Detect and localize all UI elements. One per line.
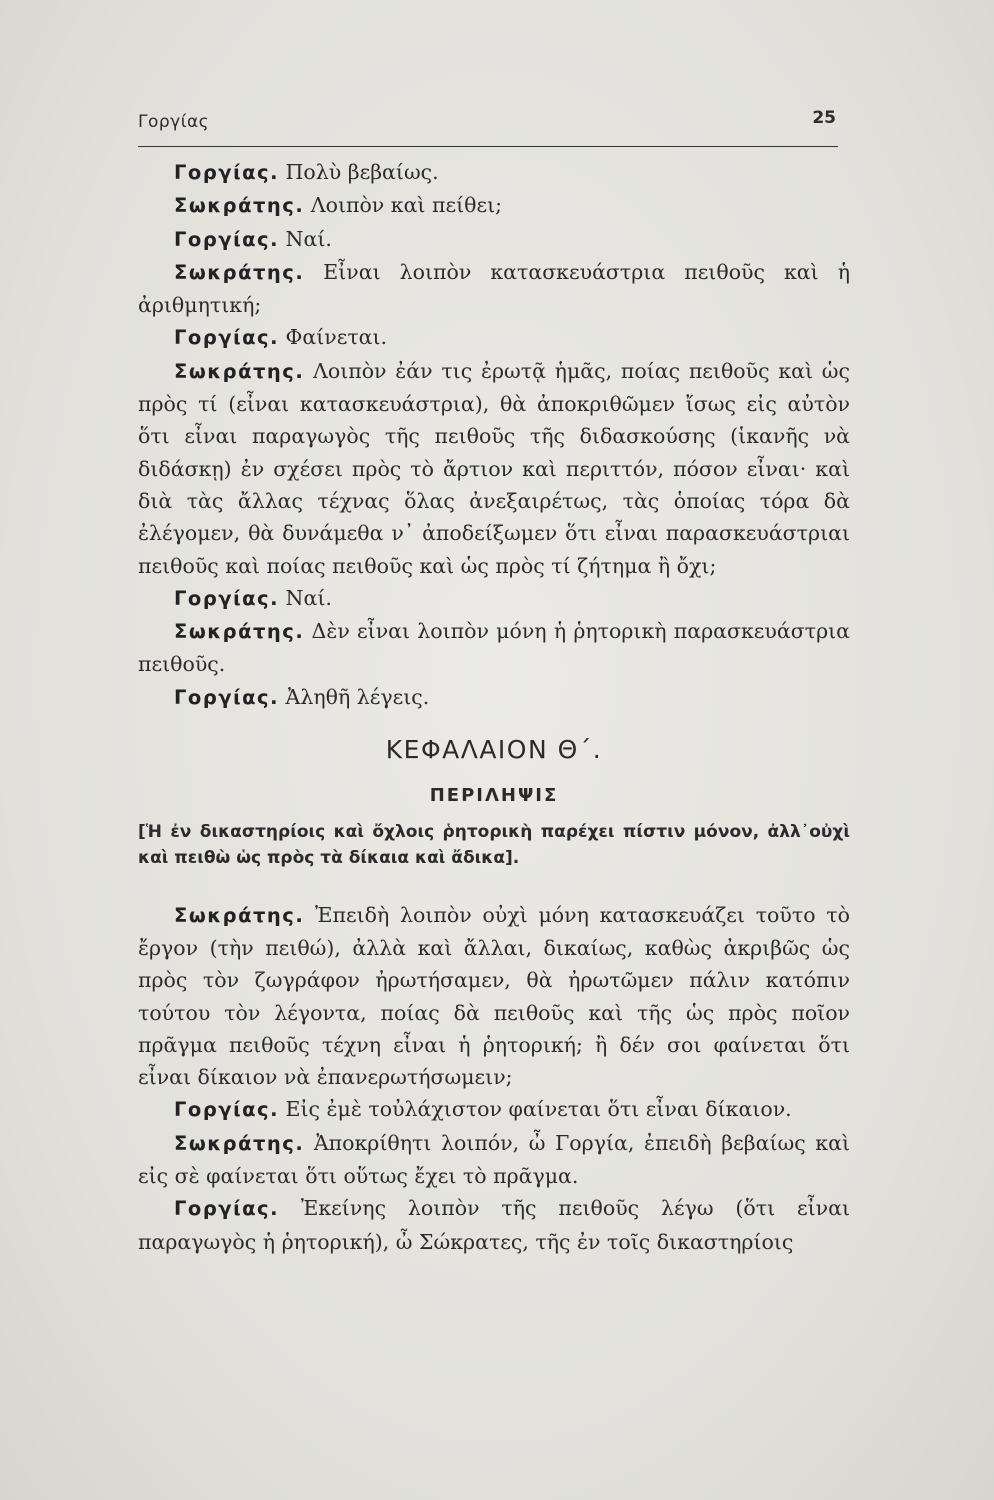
speech-text: Πολὺ βεβαίως.	[279, 160, 439, 184]
dialogue-line	[138, 156, 850, 189]
page-number: 25	[812, 108, 836, 128]
speaker-name: Σωκράτης.	[174, 903, 305, 927]
dialogue-line	[138, 1127, 850, 1193]
dialogue-line	[138, 256, 850, 322]
dialogue-after-chapter	[138, 899, 850, 1258]
dialogue-line	[138, 681, 850, 714]
speaker-name: Γοργίας.	[174, 685, 280, 709]
dialogue-line	[138, 1093, 850, 1126]
speech-text: Φαίνεται.	[279, 325, 388, 350]
dialogue-line	[138, 1192, 850, 1258]
speaker-name: Γοργίας.	[174, 1098, 280, 1122]
chapter-title: ΚΕΦΑΛΑΙΟΝ Θ΄.	[385, 735, 603, 765]
speaker-name: Σωκράτης.	[174, 260, 305, 284]
dialogue-line	[138, 615, 850, 681]
speech-text: Εἰς ἐμὲ τοὐλάχιστον φαίνεται ὅτι εἶναι δίκαιον.	[279, 1097, 792, 1122]
page-header	[138, 106, 838, 147]
speech-text: Λοιπὸν ἐάν τις ἐρωτᾷ ἡμᾶς, ποίας πειθοῦς καὶ ὡς πρὸς τί (εἶναι κατασκευάστρια), θὰ ἀποκριθῶμεν ἴσως εἰς αὐτὸν ὅτι εἶναι παραγωγὸς τῆς πειθοῦς τῆς διδασκούσης (ἱκανῆς νὰ διδάσκῃ) ἐν σχέσει πρὸς τὸ ἄρτιον καὶ περιττόν, πόσον εἶναι· καὶ διὰ τὰς ἄλλας τέχνας ὅλας ἀνεξαιρέτως, τὰς ὁποίας τόρα δὰ ἐλέγομεν, θὰ δυνάμεθα ν᾽ ἀποδείξωμεν ὅτι εἶναι παρασκευάστριαι πειθοῦς καὶ ποίας πειθοῦς καὶ ὡς πρὸς τί ζήτημα ἢ ὄχι;	[138, 358, 850, 578]
speech-text: Ἀληθῆ λέγεις.	[279, 684, 430, 709]
summary-title: ΠΕΡΙΛΗΨΙΣ	[429, 785, 559, 807]
speaker-name: Σωκράτης.	[174, 1131, 305, 1155]
speaker-name: Γοργίας.	[174, 586, 280, 610]
summary-text: [Ἡ ἐν δικαστηρίοις καὶ ὄχλοις ῥητορικὴ παρέχει πίστιν μόνον, ἀλλ᾽οὐχὶ καὶ πειθὼ ὡς πρὸς τὰ δίκαια καὶ ἄδικα].	[138, 821, 850, 868]
speaker-name: Σωκράτης.	[174, 359, 305, 383]
dialogue-line	[138, 189, 850, 222]
body-text	[138, 156, 850, 1258]
speaker-name: Γοργίας.	[174, 161, 280, 184]
speaker-name: Σωκράτης.	[174, 194, 305, 218]
speaker-name: Γοργίας.	[174, 326, 280, 350]
speech-text: Εἶναι λοιπὸν κατασκευάστρια πειθοῦς καὶ ἡ ἀριθμητική;	[138, 259, 850, 318]
speaker-name: Γοργίας.	[174, 1197, 280, 1221]
dialogue-line	[138, 355, 850, 582]
dialogue-line	[138, 899, 850, 1094]
speech-text: Δὲν εἶναι λοιπὸν μόνη ἡ ῥητορικὴ παρασκευάστρια πειθοῦς.	[138, 619, 850, 677]
speaker-name: Γοργίας.	[174, 227, 280, 251]
dialogue-line	[138, 321, 850, 354]
speech-text: Ναί.	[279, 226, 332, 251]
dialogue-before-chapter	[138, 156, 850, 714]
speech-text: Ἐκείνης λοιπὸν τῆς πειθοῦς λέγω (ὅτι εἶναι παραγωγὸς ἡ ῥητορική), ὦ Σώκρατες, τῆς ἐν τοῖς δικαστηρίοις	[138, 1196, 850, 1254]
dialogue-line	[138, 223, 850, 256]
speaker-name: Σωκράτης.	[174, 620, 305, 644]
speech-text: Ναί.	[279, 585, 332, 610]
dialogue-line	[138, 582, 850, 615]
speech-text: Ἐπειδὴ λοιπὸν οὐχὶ μόνη κατασκευάζει τοῦτο τὸ ἔργον (τὴν πειθώ), ἀλλὰ καὶ ἄλλαι, δικαίως, καθὼς ἀκριβῶς ὡς πρὸς τὸν ζωγράφον ἠρωτήσαμεν, θὰ ἠρωτῶμεν πάλιν κατόπιν τούτου τὸν λέγοντα, ποίας δὰ πειθοῦς καὶ τῆς ὡς πρὸς ποῖον πρᾶγμα πειθοῦς τέχνη εἶναι ἡ ῥητορική; ἢ δέν σοι φαίνεται ὅτι εἶναι δίκαιον νὰ ἐπανερωτήσωμειν;	[138, 902, 850, 1090]
speech-text: Λοιπὸν καὶ πείθει;	[304, 193, 503, 218]
speech-text: Ἀποκρίθητι λοιπόν, ὦ Γοργία, ἐπειδὴ βεβαίως καὶ εἰς σὲ φαίνεται ὅτι οὕτως ἔχει τὸ πρᾶγμα.	[138, 1130, 850, 1189]
running-title: Γοργίας	[138, 112, 210, 132]
